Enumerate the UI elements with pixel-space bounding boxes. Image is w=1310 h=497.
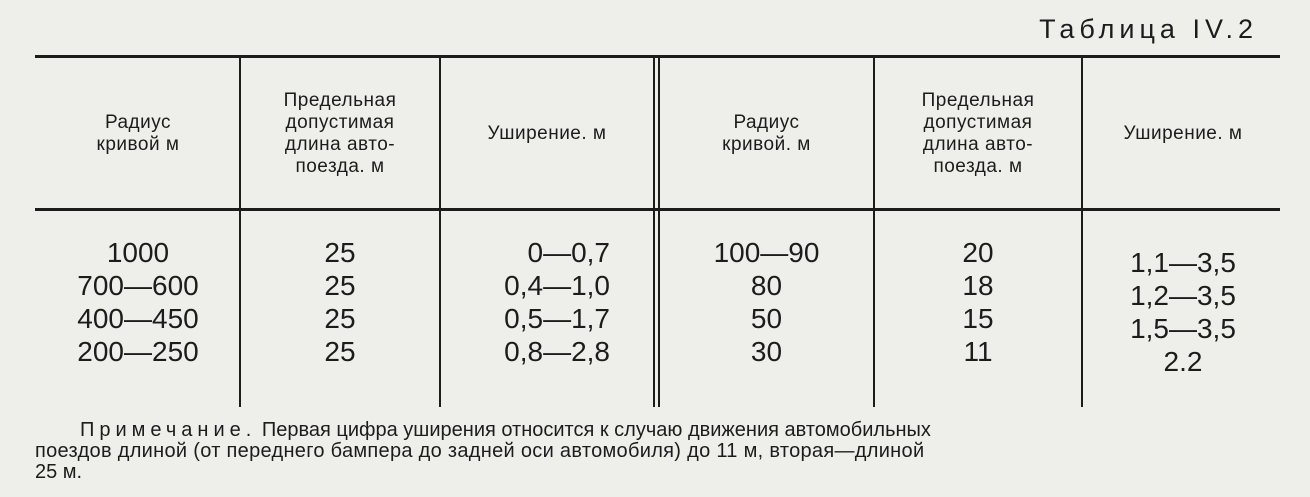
header-radius-right: Радиус кривой. м [722,112,811,155]
note-lead: Примечание. [80,419,257,441]
table-cell: 30 [750,336,783,367]
table-cell: 1,1—3,5 [1130,247,1236,278]
header-length-right: Предельная допустимая длина авто- поезда. м [921,90,1035,177]
table-cell: 25 [324,336,356,367]
header-widening-right: Уширение. м [1123,123,1243,144]
radius-left-column [40,236,236,368]
table-cell: 0—0,7 [527,237,610,268]
table-cell: 1000 [106,237,170,268]
table-cell: 0,8—2,8 [504,336,610,367]
column-double-divider [653,57,660,407]
length-left-column [244,236,436,368]
table-cell: 2.2 [1163,346,1203,377]
column-divider [439,57,441,407]
table-cell: 11 [963,336,993,367]
table-cell: 0,5—1,7 [504,303,610,334]
table-cell: 25 [324,270,356,301]
note-text: Первая цифра уширения относится к случаю движения автомобильных [261,419,931,441]
table-cell: 15 [962,303,994,334]
table-cell: 400—450 [77,303,199,334]
length-right-column [878,236,1078,368]
column-divider [1081,57,1083,407]
table-cell: 50 [750,303,783,334]
table-cell: 700—600 [77,270,199,301]
header-radius-left: Радиус кривой м [96,112,180,155]
table-cell: 100—90 [713,237,820,268]
table-cell: 20 [962,237,994,268]
table-cell: 200—250 [77,336,199,367]
table-cell: 25 [324,303,356,334]
header-length-left: Предельная допустимая длина авто- поезда. м [283,90,397,177]
table-cell: 25 [324,237,356,268]
note-line: поездов длиной (от переднего бампера до задней оси автомобиля) до 11 м, вторая—длиной [35,440,925,462]
note-line: 25 м. [35,461,83,483]
table-cell: 80 [750,270,783,301]
table-note [35,420,1280,483]
table-cell: 18 [962,270,994,301]
radius-right-column [663,236,870,368]
widening-right-column [1086,246,1280,378]
header-widening-left: Уширение. м [487,123,607,144]
widening-left-column [444,236,610,368]
note-line [35,420,1280,441]
table-cell: 1,5—3,5 [1130,313,1236,344]
table-title: Таблица IV.2 [1039,14,1258,44]
table-cell: 1,2—3,5 [1130,280,1236,311]
table-cell: 0,4—1,0 [504,270,610,301]
column-divider [873,57,875,407]
column-divider [239,57,241,407]
